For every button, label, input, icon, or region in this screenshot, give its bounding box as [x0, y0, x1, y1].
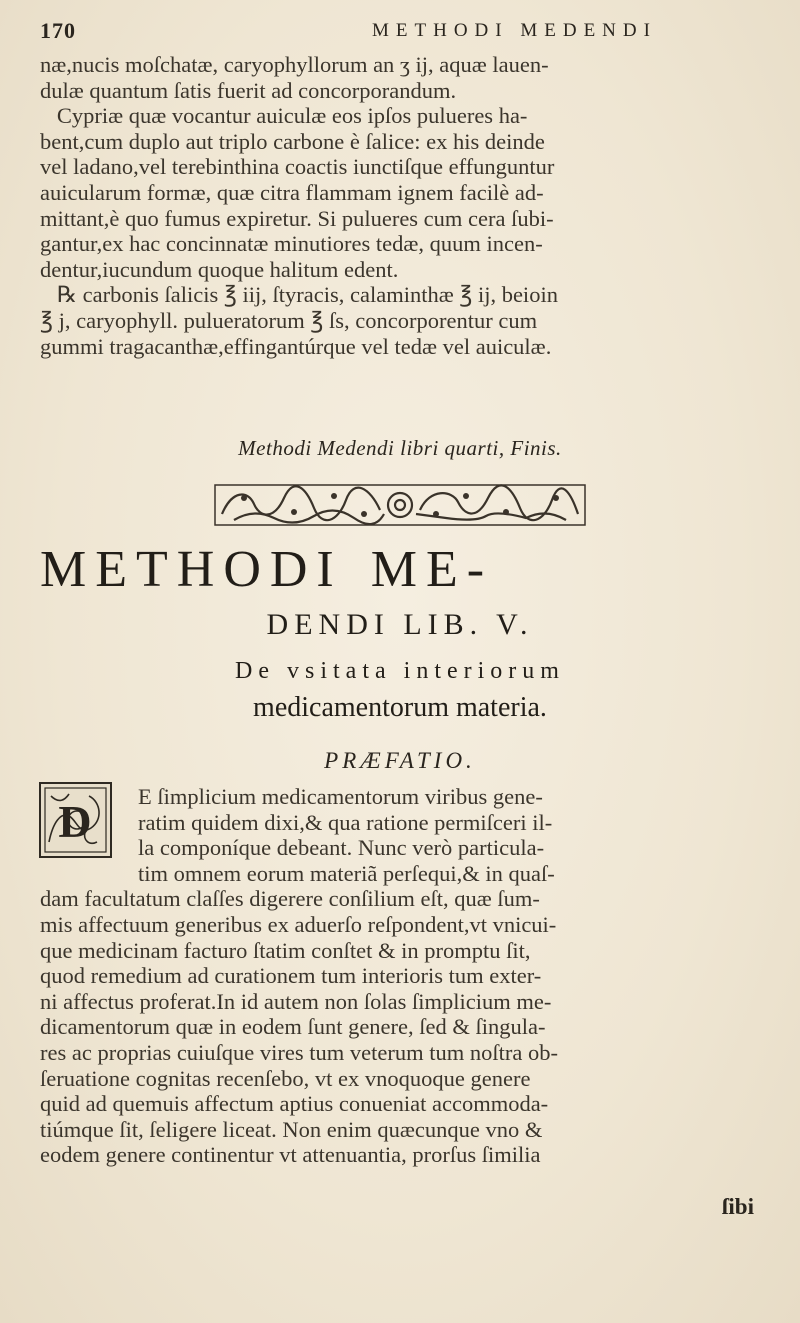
text-line: gummi tragacanthæ,effingantúrque vel tedæ vel auiculæ.	[40, 333, 552, 359]
text-line: ſeruatione cognitas recenſebo, vt ex vnoquoque genere	[40, 1065, 531, 1091]
chapter-description-line-1: De vsitata interiorum	[235, 658, 565, 684]
text-line: res ac proprias cuiuſque vires tum veterum tum noſtra ob-	[40, 1039, 558, 1065]
text-line: dam facultatum claſſes digerere conſilium eſt, quæ ſum-	[40, 886, 540, 912]
text-line: dulæ quantum ſatis fuerit ad concorporandum.	[40, 77, 457, 103]
chapter-title-part-a: METHODI	[40, 541, 343, 598]
text-line: eodem genere continentur vt attenuantia, prorſus ſimilia	[40, 1142, 541, 1168]
section-title: PRÆFATIO.	[324, 748, 476, 773]
initial-letter: D	[58, 796, 92, 847]
text-line: vel ladano,vel terebinthina coactis iunctiſque effunguntur	[40, 154, 555, 180]
text-line: gantur,ex hac concinnatæ minutiores tedæ, quum incen-	[40, 231, 543, 257]
text-line: ℞ carbonis ſalicis ℥ iij, ſtyracis, calaminthæ ℥ ij, beioin	[40, 282, 558, 308]
catchword: ſibi	[722, 1194, 754, 1219]
text-line: ratim quidem dixi,& qua ratione permiſceri il-	[138, 809, 553, 835]
text-line: dentur,iucundum quoque halitum edent.	[40, 256, 399, 282]
text-line: la componíque debeant. Nunc verò particula-	[138, 835, 545, 861]
book-four-colophon: Methodi Medendi libri quarti, Finis.	[238, 436, 562, 460]
praefatio-text	[40, 784, 770, 1168]
running-head	[40, 18, 760, 46]
chapter-title-part-b: ME-	[370, 541, 494, 598]
text-line: næ,nucis moſchatæ, caryophyllorum an ʒ ij, aquæ lauen-	[40, 52, 549, 77]
text-line: auicularum formæ, quæ citra flammam ignem facilè ad-	[40, 179, 544, 205]
text-line: bent,cum duplo aut triplo carbone è ſalice: ex his deinde	[40, 128, 545, 154]
text-line: mis affectuum generibus ex aduerſo reſpondent,vt vnicui-	[40, 911, 557, 937]
text-line: ℥ j, caryophyll. pulueratorum ℥ ſs, concorporentur cum	[40, 307, 538, 333]
page-number: 170	[40, 18, 76, 43]
text-line: quod remedium ad curationem tum interioris tum exter-	[40, 963, 542, 989]
text-line: Cypriæ quæ vocantur auiculæ eos ipſos pulueres ha-	[40, 103, 528, 129]
chapter-subtitle: DENDI LIB. V.	[266, 608, 534, 641]
text-line: tim omnem eorum materiã perſequi,& in quaſ-	[138, 860, 555, 886]
text-line: quid ad quemuis affectum aptius conueniat accommoda-	[40, 1091, 549, 1117]
chapter-title	[40, 540, 760, 599]
text-line: E ſimplicium medicamentorum viribus gene-	[138, 784, 543, 809]
text-line: ni affectus proferat.In id autem non ſolas ſimplicium me-	[40, 988, 552, 1014]
text-line: dicamentorum quæ in eodem ſunt genere, ſed & ſingula-	[40, 1014, 546, 1040]
running-title: METHODI MEDENDI	[372, 20, 657, 41]
text-line: tiúmque ſit, ſeligere liceat. Non enim quæcunque vno &	[40, 1116, 543, 1142]
chapter-description-line-2: medicamentorum materia.	[253, 692, 547, 723]
text-line: que medicinam facturo ſtatim conſtet & in promptu ſit,	[40, 937, 531, 963]
text-line: mittant,è quo fumus expiretur. Si pulueres cum cera ſubi-	[40, 205, 554, 231]
headpiece-ornament	[214, 484, 586, 526]
previous-section-text	[40, 52, 770, 359]
